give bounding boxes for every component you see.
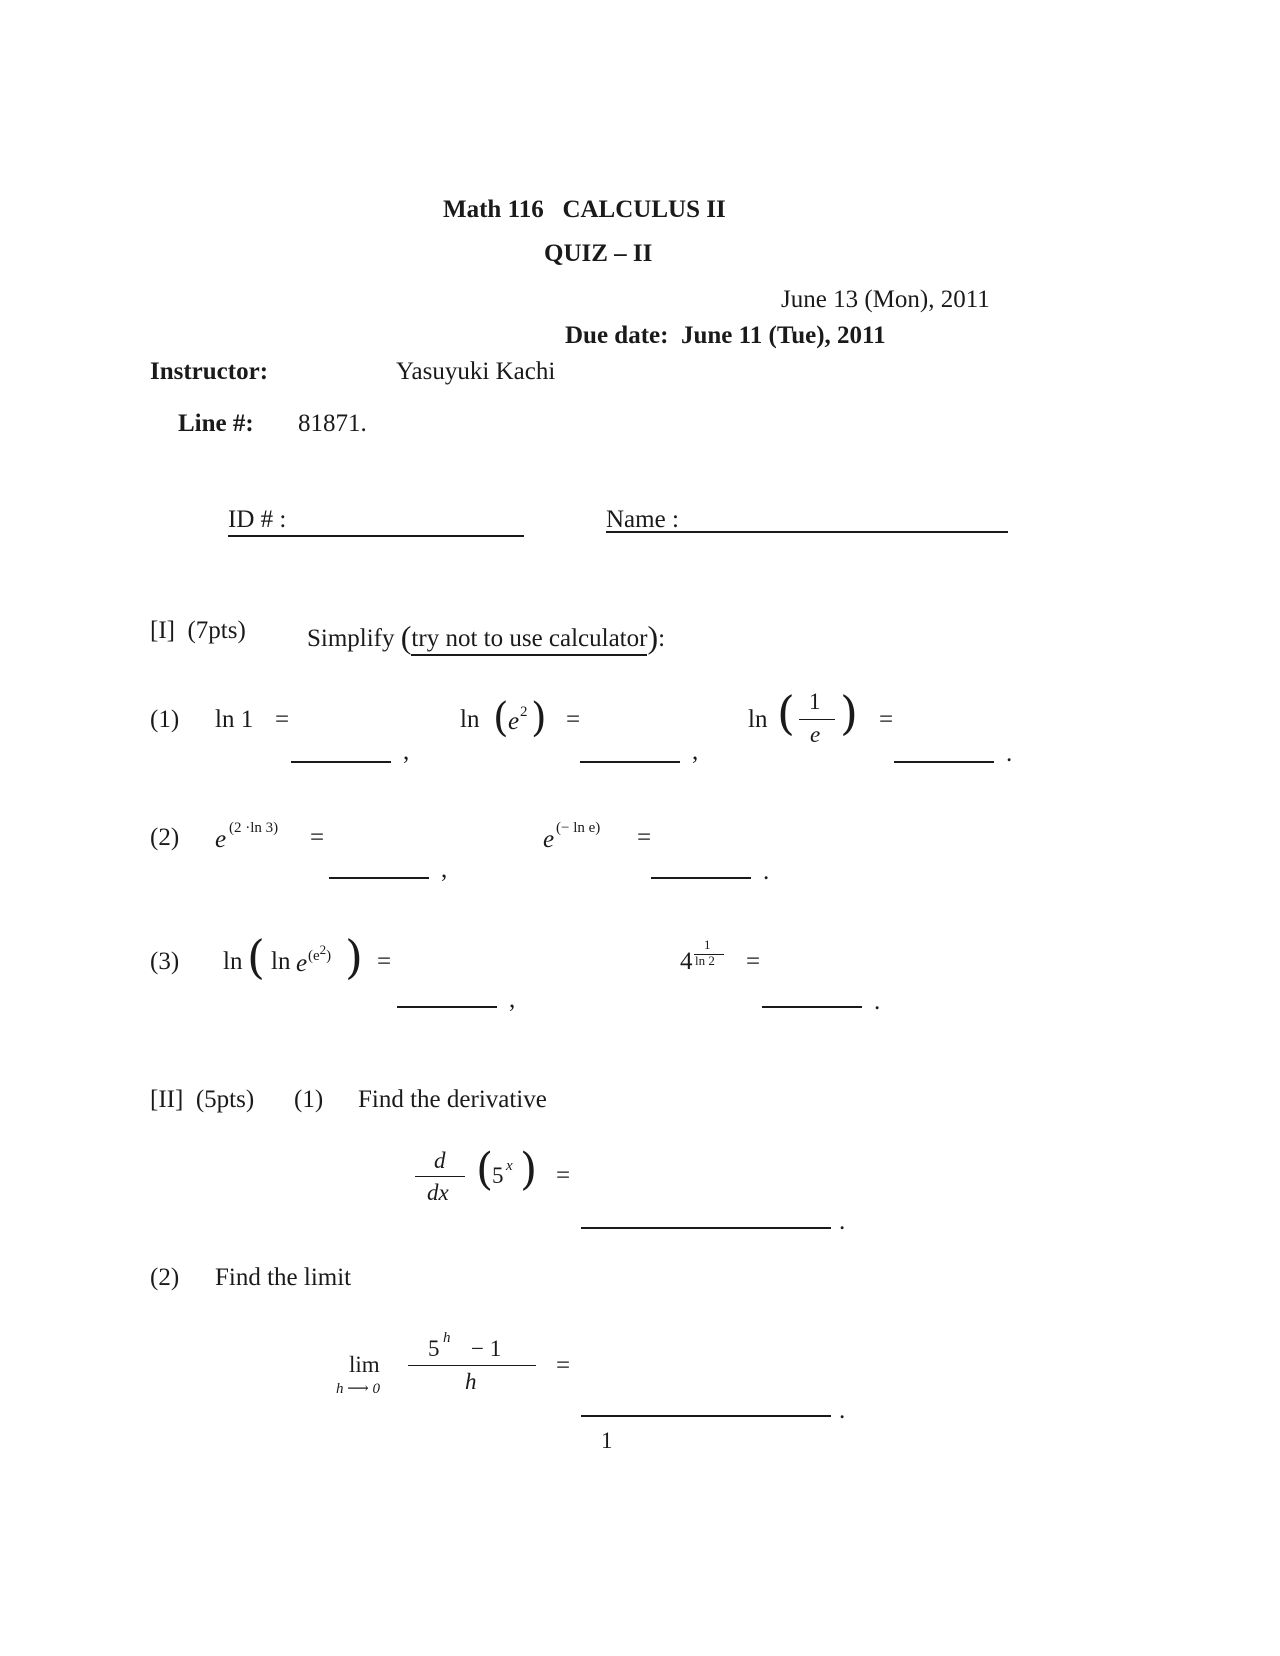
q1a-expression: ln 1 [215,706,254,733]
name-field[interactable] [606,531,1008,533]
q2a-comma: , [441,856,448,883]
deriv-open-paren: ( [476,1144,494,1195]
q1c-ln: ln [748,706,768,733]
lim-equals: = [556,1352,571,1379]
q3a-ln-outer: ln [223,948,243,975]
part1-heading [150,617,246,645]
line-number-label: Line #: [178,410,254,437]
q3b-exp-numerator: 1 [704,937,711,952]
q1c-numerator: 1 [809,689,821,714]
q3b-period: . [874,988,881,1015]
instruction-prefix: Simplify [307,625,395,652]
deriv-answer[interactable] [581,1227,831,1229]
q3a-comma: , [509,986,516,1013]
q3a-base: e [296,950,308,977]
instructor-name: Yasuyuki Kachi [396,358,556,385]
part2-q2-text: Find the limit [215,1264,352,1291]
q1b-answer[interactable] [580,761,680,763]
part1-instruction [307,617,665,654]
q3a-exp-close: ) [326,948,332,964]
q1a-answer[interactable] [291,761,391,763]
lim-fraction-bar [408,1365,536,1366]
q1b-comma: , [692,738,699,765]
q1c-fraction-bar [799,719,835,720]
due-date-label: Due date: [565,322,669,349]
q1b-equals: = [566,706,581,733]
lim-answer[interactable] [581,1415,831,1417]
part2-points: (5pts) [195,1086,255,1113]
quiz-date: June 13 (Mon), 2011 [781,286,990,313]
q2-number: (2) [150,824,180,851]
deriv-equals: = [556,1162,571,1189]
instruction-paren-text: try not to use calculator [411,625,647,656]
course-heading [443,196,726,224]
part1-points: (7pts) [187,617,246,644]
name-label: Name : [606,506,679,533]
deriv-base: 5 [492,1163,504,1188]
q1a-equals: = [275,706,290,733]
q1c-open-paren: ( [777,686,795,740]
lim-numerator-exp: h [443,1330,451,1346]
q3a-open-paren: ( [247,930,265,984]
q1b-exponent: 2 [520,704,528,720]
q2a-answer[interactable] [329,877,429,879]
part1-number: [I] [150,617,175,644]
lim-period: . [839,1397,846,1424]
id-field[interactable] [228,535,524,537]
q3a-close-paren: ) [345,930,363,984]
close-paren: ) [647,619,659,655]
q1c-answer[interactable] [894,761,994,763]
q2b-equals: = [637,824,652,851]
q1-number: (1) [150,706,180,733]
deriv-exponent: x [506,1158,513,1174]
lim-operator: lim [349,1352,380,1377]
id-label: ID # : [228,506,287,533]
q3a-ln-inner: ln [271,948,291,975]
q2a-equals: = [310,824,325,851]
part2-q1-text: Find the derivative [358,1086,547,1113]
q3b-equals: = [746,948,761,975]
q2b-base: e [543,826,555,853]
course-title: CALCULUS II [562,196,726,223]
q1c-denominator: e [810,722,821,747]
q1c-close-paren: ) [840,686,858,740]
line-number-value: 81871. [298,410,367,437]
quiz-title: QUIZ – II [544,240,653,267]
open-paren: ( [400,619,412,655]
lim-subscript: h ⟶ 0 [336,1381,381,1397]
q1b-base: e [508,708,520,735]
q1c-equals: = [879,706,894,733]
q1b-close-paren: ) [531,695,547,741]
q3a-answer[interactable] [397,1006,497,1008]
part2-heading [150,1086,254,1114]
q2a-base: e [215,826,227,853]
deriv-denominator: dx [427,1180,449,1205]
due-date-value: June 11 (Tue), 2011 [680,322,886,349]
q1b-open-paren: ( [493,695,509,741]
deriv-numerator: d [434,1148,446,1173]
course-number: Math 116 [443,196,544,223]
q2b-answer[interactable] [651,877,751,879]
instructor-label: Instructor: [150,358,269,385]
q2b-period: . [763,858,770,885]
lim-numerator-rest: − 1 [471,1336,502,1361]
q3b-answer[interactable] [762,1006,862,1008]
part2-number: [II] [150,1086,184,1113]
instruction-colon: : [658,625,666,652]
q1c-period: . [1006,740,1013,767]
part2-q1-number: (1) [294,1086,324,1113]
q2b-exponent: (− ln e) [556,820,601,836]
q3-number: (3) [150,948,180,975]
deriv-close-paren: ) [520,1144,538,1195]
q3a-exponent [308,942,331,965]
lim-numerator-base: 5 [428,1336,440,1361]
part2-q2-number: (2) [150,1264,180,1291]
lim-denominator: h [465,1369,477,1394]
q1a-comma: , [403,738,410,765]
q3b-exp-denominator: ln 2 [695,953,715,968]
q2a-exponent: (2 ·ln 3) [229,820,279,836]
q3a-exp-open: (e [308,948,320,964]
q3a-exp-squared: 2 [319,942,327,957]
due-date [565,322,886,350]
q1b-ln: ln [460,706,480,733]
page-number: 1 [601,1428,613,1453]
deriv-fraction-bar [415,1176,465,1177]
deriv-period: . [839,1208,846,1235]
q3b-base: 4 [680,948,693,975]
q3a-equals: = [377,948,392,975]
